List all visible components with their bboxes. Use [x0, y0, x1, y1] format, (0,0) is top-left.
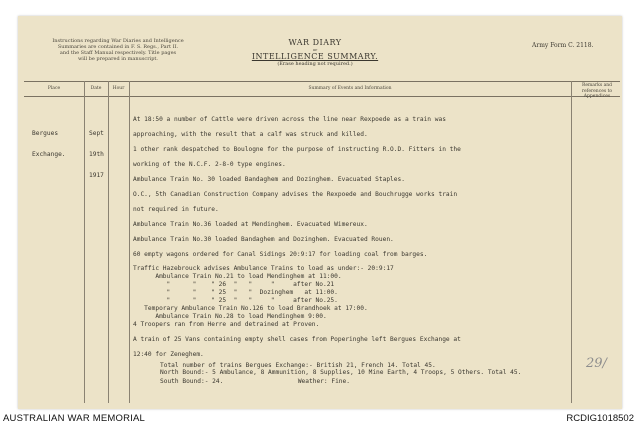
- diary-line: At 18:50 a number of Cattle were driven across the line near Rexpoede as a train was: [133, 116, 446, 123]
- column-header-place: Place: [47, 86, 61, 91]
- diary-line: Ambulance Train No.28 to load Mendinghem 9:00.: [133, 313, 327, 320]
- diary-line: 12:40 for Zeneghem.: [133, 351, 204, 358]
- instructions-line: will be prepared in manuscript.: [77, 56, 158, 62]
- instructions-line: Instructions regarding War Diaries and Intelligence: [52, 38, 184, 44]
- diary-line: not required in future.: [133, 206, 219, 213]
- diary-line: approaching, with the result that a calf was struck and killed.: [133, 131, 368, 138]
- column-divider: [571, 81, 572, 403]
- instructions-line: Summaries are contained in F. S. Regs., Part II.: [57, 44, 179, 50]
- title-block: [230, 38, 400, 67]
- page-title: WAR DIARY: [288, 38, 342, 47]
- remarks-header-line: Remarks and: [581, 83, 613, 88]
- date-line: Sept: [89, 130, 104, 137]
- diary-line: O.C., 5th Canadian Construction Company advises the Rexpoede and Bouchrugge works train: [133, 191, 458, 198]
- entry-place: [32, 116, 66, 165]
- diary-line: " " " 25 " " " after No.25.: [133, 297, 338, 304]
- instructions-note: [38, 38, 198, 62]
- column-header-hour: Hour: [112, 86, 125, 91]
- diary-line: Ambulance Train No.21 to load Mendinghem at 11:00.: [133, 273, 342, 280]
- diary-line: 1 other rank despatched to Boulogne for the purpose of instructing R.O.D. Fitters in the: [133, 146, 461, 153]
- place-line: Bergues: [32, 130, 59, 137]
- column-header-summary: Summary of Events and Information: [308, 86, 392, 91]
- totals-line: Total number of trains Bergues Exchange:- British 21, French 14. Total 45.: [160, 362, 436, 369]
- totals-line: South Bound:- 24. Weather: Fine.: [160, 378, 350, 385]
- diary-line: Ambulance Train No. 30 loaded Bandaghem and Dozinghem. Evacuated Staples.: [133, 176, 405, 183]
- remarks-header-line: references to: [581, 88, 613, 94]
- entry-date: [89, 116, 104, 186]
- title-or: or: [312, 47, 318, 52]
- archive-reference: RCDIG1018502: [566, 413, 634, 424]
- date-line: 19th: [89, 151, 104, 158]
- column-divider: [129, 81, 130, 403]
- column-divider: [84, 81, 85, 403]
- place-line: Exchange.: [32, 151, 66, 158]
- instructions-line: and the Staff Manual respectively. Title pages: [59, 50, 177, 56]
- archive-credit: AUSTRALIAN WAR MEMORIAL: [3, 413, 146, 424]
- title-note: (Erase heading not required.): [277, 61, 353, 67]
- diary-line: A train of 25 Vans containing empty shell cases from Poperinghe left Bergues Exchange at: [133, 336, 461, 343]
- army-form-number: Army Form C. 2118.: [532, 42, 594, 49]
- diary-line: " " " 26 " " " after No.21: [133, 281, 335, 288]
- diary-line: Temporary Ambulance Train No.126 to load Brandhoek at 17:00.: [133, 305, 368, 312]
- table-rule-header: [24, 96, 620, 97]
- date-line: 1917: [89, 172, 104, 179]
- diary-line: " " " 25 " " Dozinghem at 11:00.: [133, 289, 338, 296]
- diary-line: 4 Troopers ran from Herre and detrained at Proven.: [133, 321, 320, 328]
- column-header-date: Date: [90, 86, 102, 91]
- column-header-remarks: [571, 83, 623, 100]
- margin-note: 29/: [586, 356, 607, 371]
- diary-line: Ambulance Train No.36 loaded at Mendinghem. Evacuated Wimereux.: [133, 221, 368, 228]
- diary-line: 60 empty wagons ordered for Canal Sidings 20:9:17 for loading coal from barges.: [133, 251, 428, 258]
- column-divider: [108, 81, 109, 403]
- table-rule-top: [24, 81, 620, 82]
- remarks-header-line: Appendices: [583, 94, 611, 99]
- diary-line: working of the N.C.F. 2-8-0 type engines.: [133, 161, 286, 168]
- totals-line: North Bound:- 5 Ambulance, 8 Ammunition, 8 Supplies, 10 Mine Earth, 4 Troops, 5 Others. Total 45.: [160, 369, 522, 376]
- page-subtitle: INTELLIGENCE SUMMARY.: [251, 52, 379, 61]
- diary-line: Traffic Hazebrouck advises Ambulance Trains to load as under:- 20:9:17: [133, 265, 394, 272]
- diary-line: Ambulance Train No.30 loaded Bandaghem and Dozinghem. Evacuated Rouen.: [133, 236, 394, 243]
